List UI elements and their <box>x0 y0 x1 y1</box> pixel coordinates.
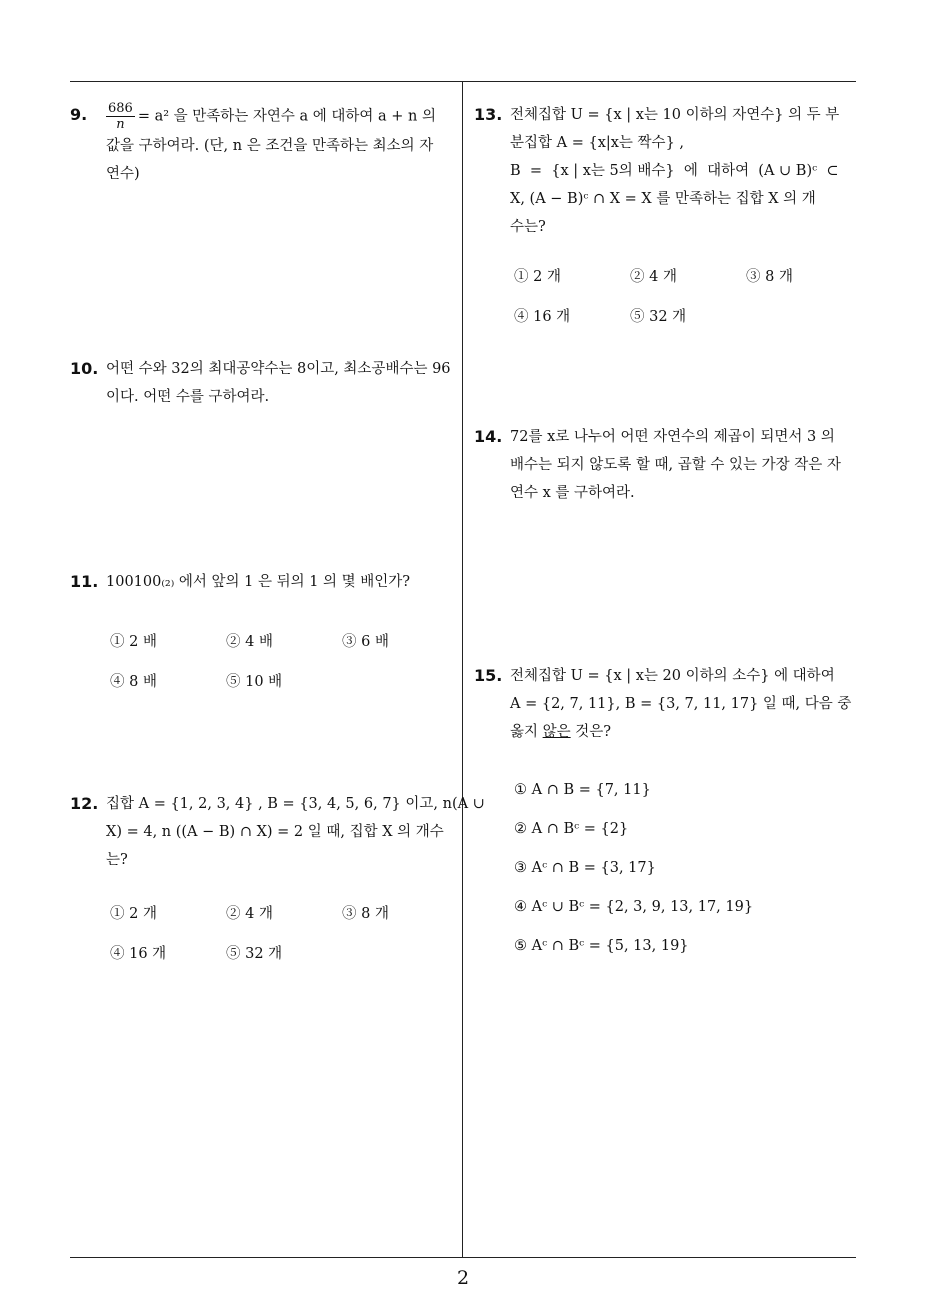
column-divider <box>462 82 463 1257</box>
statement-line <box>510 718 856 746</box>
bottom-rule <box>70 1257 856 1258</box>
statement-line: X) = 4, n ((A − B) ∩ X) = 2 일 때, 집합 X 의 개수 <box>106 824 444 840</box>
problem-number: 15. <box>474 666 503 685</box>
choice-1[interactable]: ① 2 배 <box>110 634 157 650</box>
statement-line: 분집합 A = {x|x는 짝수} , <box>510 135 685 151</box>
statement-line: 전체집합 U = {x | x는 10 이하의 자연수} 의 두 부 <box>510 107 840 123</box>
problem-statement <box>510 101 856 241</box>
problem-statement <box>106 355 458 411</box>
choice-4[interactable]: ④ 16 개 <box>110 946 167 962</box>
choice-3[interactable]: ③ 6 배 <box>342 634 389 650</box>
statement-line: 배수는 되지 않도록 할 때, 곱할 수 있는 가장 작은 자 <box>510 457 841 473</box>
choice-4[interactable]: ④ 8 배 <box>110 674 157 690</box>
choice-4[interactable]: ④ 16 개 <box>514 309 571 325</box>
statement-line: 집합 A = {1, 2, 3, 4} , B = {3, 4, 5, 6, 7} 이고, n(A ∪ <box>106 796 485 812</box>
statement-line: 는? <box>106 852 128 868</box>
choice-1[interactable]: ① A ∩ B = {7, 11} <box>514 782 651 798</box>
choice-3[interactable]: ③ 8 개 <box>746 269 793 285</box>
problem-statement <box>106 790 485 874</box>
choice-3[interactable]: ③ 8 개 <box>342 906 389 922</box>
statement-line <box>106 101 458 132</box>
statement-line: 수는? <box>510 219 546 235</box>
choice-1[interactable]: ① 2 개 <box>110 906 157 922</box>
choice-5[interactable]: ⑤ 10 배 <box>226 674 283 690</box>
statement-line: 100100₍₂₎ 에서 앞의 1 은 뒤의 1 의 몇 배인가? <box>106 574 411 590</box>
choice-2[interactable]: ② 4 배 <box>226 634 273 650</box>
page-number: 2 <box>456 1267 470 1289</box>
choice-4[interactable]: ④ Aᶜ ∪ Bᶜ = {2, 3, 9, 13, 17, 19} <box>514 899 754 915</box>
top-rule <box>70 81 856 82</box>
fraction-denominator: n <box>116 117 125 132</box>
statement-line: 연수) <box>106 166 140 182</box>
statement-text: 것은? <box>570 724 612 740</box>
choice-3[interactable]: ③ Aᶜ ∩ B = {3, 17} <box>514 860 656 876</box>
statement-line: 연수 x 를 구하여라. <box>510 485 635 501</box>
choice-1[interactable]: ① 2 개 <box>514 269 561 285</box>
statement-line: 72를 x로 나누어 어떤 자연수의 제곱이 되면서 3 의 <box>510 429 835 445</box>
problem-number: 11. <box>70 572 99 591</box>
statement-line: 어떤 수와 32의 최대공약수는 8이고, 최소공배수는 96 <box>106 361 451 377</box>
statement-text: = a² 을 만족하는 자연수 a 에 대하여 a + n 의 <box>137 108 437 125</box>
problem-number: 13. <box>474 105 503 124</box>
statement-line: 값을 구하여라. (단, n 은 조건을 만족하는 최소의 자 <box>106 138 434 154</box>
statement-line: X, (A − B)ᶜ ∩ X = X 를 만족하는 집합 X 의 개 <box>510 191 816 207</box>
statement-line: A = {2, 7, 11}, B = {3, 7, 11, 17} 일 때, 다음 중 <box>510 696 852 712</box>
underlined-emphasis: 않은 <box>542 724 571 740</box>
problem-number: 12. <box>70 794 99 813</box>
statement-line: 전체집합 U = {x | x는 20 이하의 소수} 에 대하여 <box>510 668 835 684</box>
problem-number: 14. <box>474 427 503 446</box>
problem-statement <box>106 101 458 188</box>
statement-text: 옳지 <box>510 724 543 740</box>
problem-statement <box>106 568 458 596</box>
choice-2[interactable]: ② 4 개 <box>226 906 273 922</box>
problem-number: 10. <box>70 359 99 378</box>
problem-statement <box>510 662 856 746</box>
problem-statement <box>510 423 856 507</box>
statement-line: B = {x | x는 5의 배수} 에 대하여 (A ∪ B)ᶜ ⊂ <box>510 163 839 179</box>
choice-5[interactable]: ⑤ 32 개 <box>630 309 687 325</box>
choice-2[interactable]: ② A ∩ Bᶜ = {2} <box>514 821 629 837</box>
statement-line: 이다. 어떤 수를 구하여라. <box>106 389 270 405</box>
problem-number: 9. <box>70 105 88 124</box>
fraction-numerator: 686 <box>108 101 133 116</box>
choice-2[interactable]: ② 4 개 <box>630 269 677 285</box>
fraction <box>106 101 135 132</box>
choice-5[interactable]: ⑤ 32 개 <box>226 946 283 962</box>
choice-5[interactable]: ⑤ Aᶜ ∩ Bᶜ = {5, 13, 19} <box>514 938 689 954</box>
